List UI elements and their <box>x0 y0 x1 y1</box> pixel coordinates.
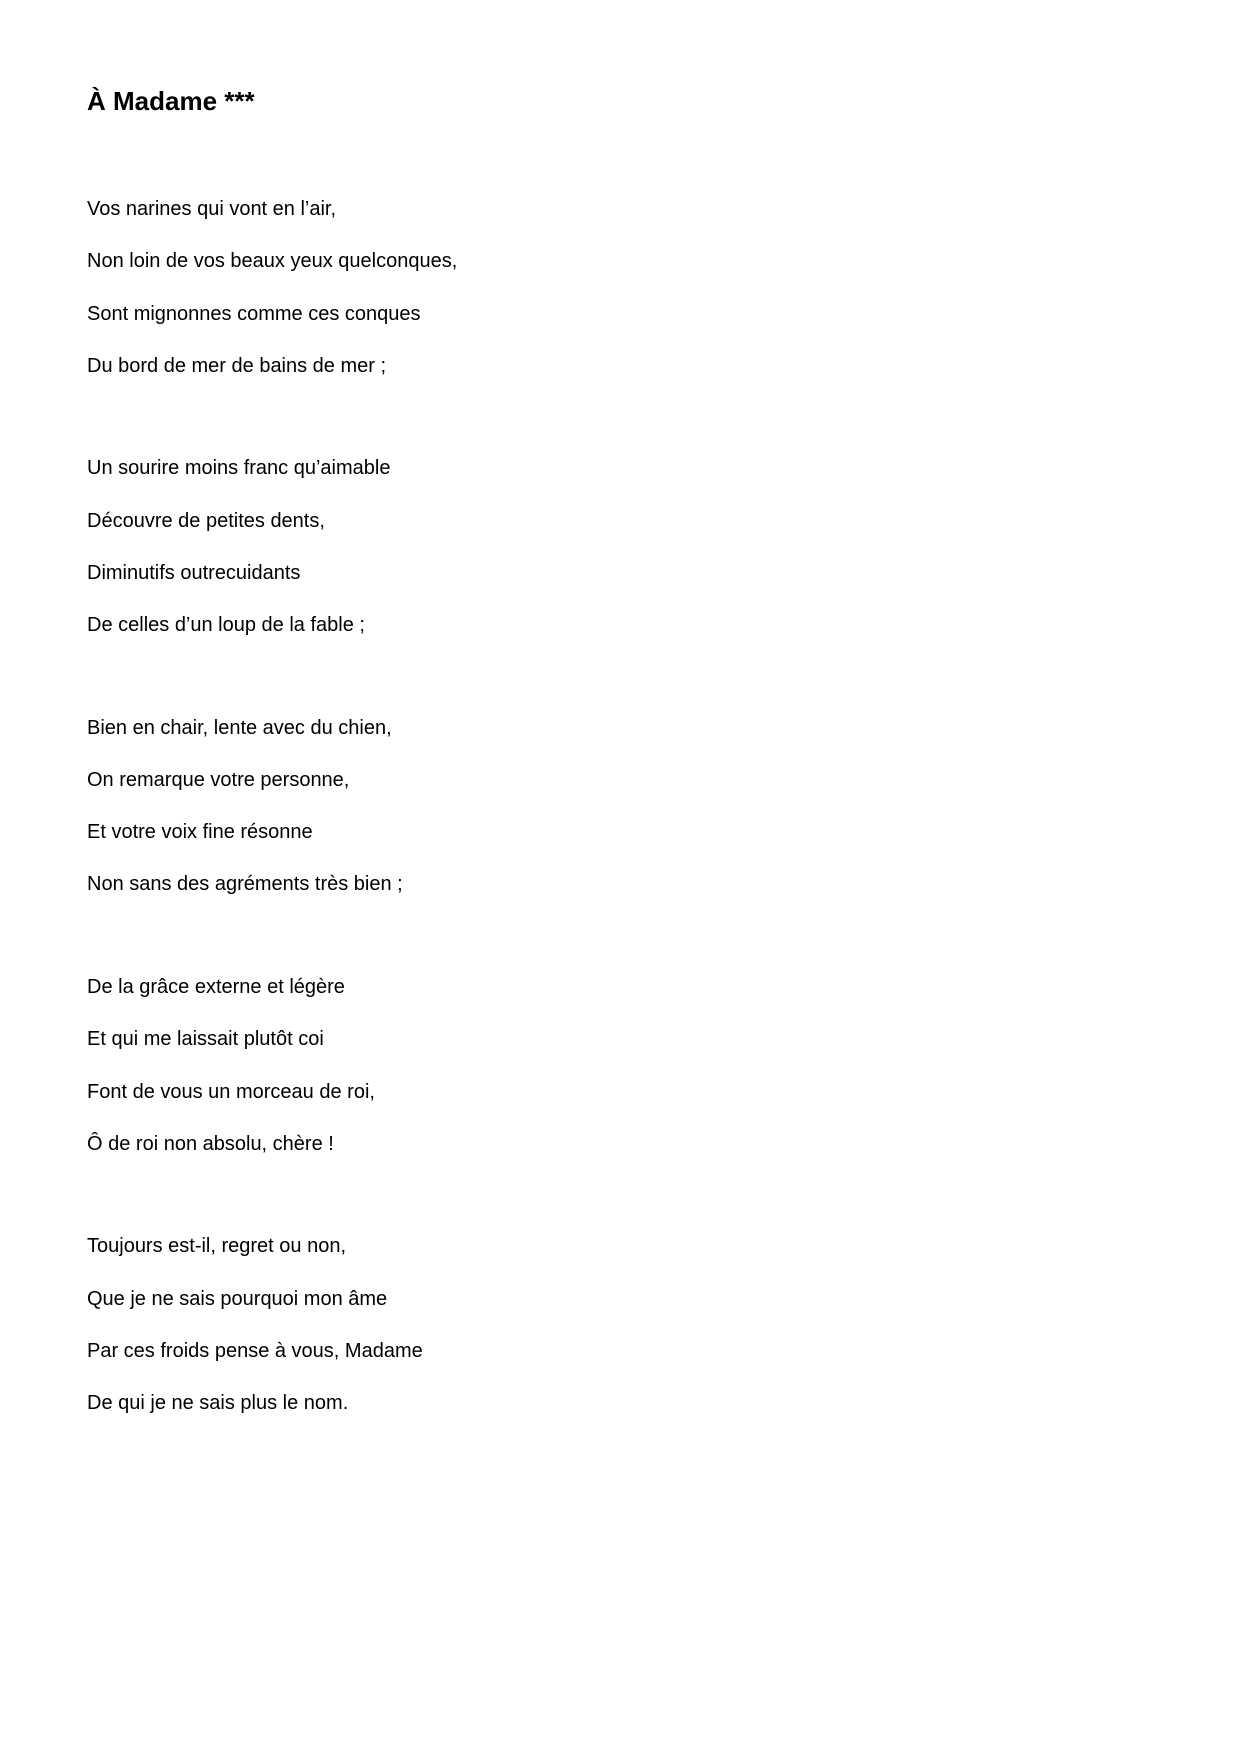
poem-line: Non loin de vos beaux yeux quelconques, <box>87 250 458 272</box>
poem-line: Et votre voix fine résonne <box>87 821 313 843</box>
poem-line: Bien en chair, lente avec du chien, <box>87 717 392 739</box>
poem-line: Toujours est-il, regret ou non, <box>87 1235 347 1257</box>
poem-line: De celles d’un loup de la fable ; <box>87 614 365 636</box>
poem-line: Un sourire moins franc qu’aimable <box>87 457 391 479</box>
poem-line: Découvre de petites dents, <box>87 510 325 532</box>
poem-line: Sont mignonnes comme ces conques <box>87 303 421 325</box>
poem-line: Du bord de mer de bains de mer ; <box>87 355 387 377</box>
poem-line: De la grâce externe et légère <box>87 976 345 998</box>
poem-line: Font de vous un morceau de roi, <box>87 1081 375 1103</box>
poem-line: Non sans des agréments très bien ; <box>87 873 403 895</box>
poem-line: Diminutifs outrecuidants <box>87 562 301 584</box>
poem-line: De qui je ne sais plus le nom. <box>87 1392 349 1414</box>
poem-line: Ô de roi non absolu, chère ! <box>87 1133 334 1155</box>
poem-line: Vos narines qui vont en l’air, <box>87 198 337 220</box>
poem-line: Par ces froids pense à vous, Madame <box>87 1340 423 1362</box>
poem-line: Et qui me laissait plutôt coi <box>87 1028 324 1050</box>
poem-line: On remarque votre personne, <box>87 769 350 791</box>
poem-line: Que je ne sais pourquoi mon âme <box>87 1288 388 1310</box>
poem-title: À Madame *** <box>87 86 255 116</box>
poem-body <box>87 0 1087 1755</box>
